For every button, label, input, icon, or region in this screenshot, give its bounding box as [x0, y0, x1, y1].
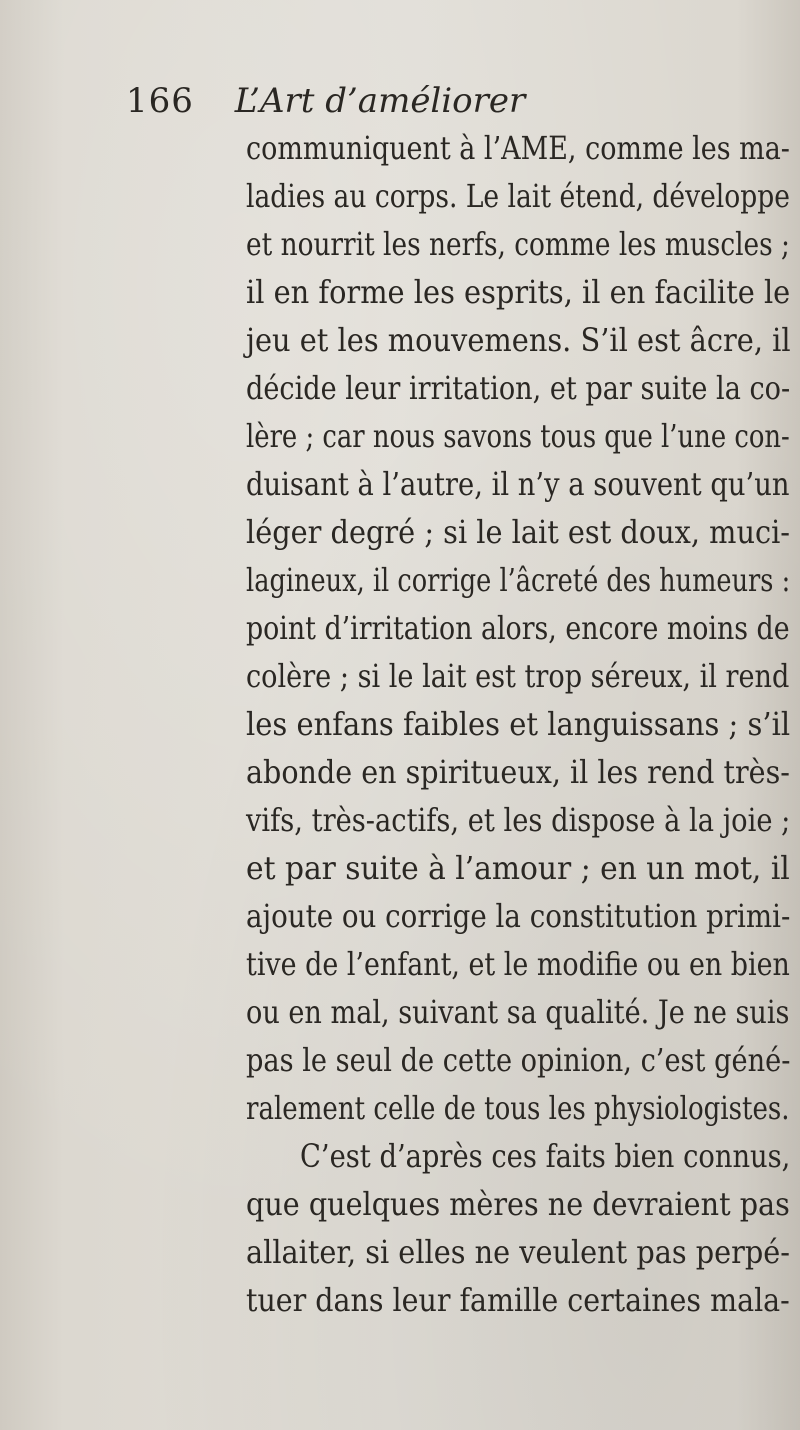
text-line: ajoute ou corrige la constitution primi-: [246, 897, 791, 935]
text-line: jeu et les mouvemens. S’il est âcre, il: [246, 321, 791, 359]
text-line: point d’irritation alors, encore moins de: [246, 609, 790, 647]
text-line: il en forme les esprits, il en facilite le: [246, 273, 791, 311]
text-line: vifs, très-actifs, et les dispose à la joie ;: [246, 801, 791, 839]
page-header: [126, 76, 686, 126]
text-line: duisant à l’autre, il n’y a souvent qu’un: [246, 465, 790, 503]
page-number: 166: [126, 81, 194, 121]
text-line: que quelques mères ne devraient pas: [246, 1185, 790, 1223]
text-line: ou en mal, suivant sa qualité. Je ne suis: [246, 993, 790, 1031]
text-line: et nourrit les nerfs, comme les muscles ;: [246, 225, 790, 263]
text-line: colère ; si le lait est trop séreux, il rend: [246, 657, 790, 695]
text-line: les enfans faibles et languissans ; s’il: [246, 705, 791, 743]
running-title: L’Art d’améliorer: [234, 81, 526, 121]
text-line: lagineux, il corrige l’âcreté des humeurs :: [246, 561, 791, 599]
text-line: tuer dans leur famille certaines mala-: [246, 1281, 790, 1319]
text-line: allaiter, si elles ne veulent pas perpé-: [246, 1233, 791, 1271]
text-line: pas le seul de cette opinion, c’est géné-: [246, 1041, 791, 1079]
text-line: ladies au corps. Le lait étend, développe: [246, 177, 790, 215]
text-line: décide leur irritation, et par suite la co-: [246, 369, 791, 407]
text-line: communiquent à l’AME, comme les ma-: [246, 129, 790, 167]
text-line: abonde en spiritueux, il les rend très-: [246, 753, 790, 791]
text-line: lère ; car nous savons tous que l’une con-: [246, 417, 790, 455]
text-line: et par suite à l’amour ; en un mot, il: [246, 849, 790, 887]
text-line: C’est d’après ces faits bien connus,: [300, 1137, 791, 1175]
text-line: tive de l’enfant, et le modifie ou en bien: [246, 945, 790, 983]
text-line: ralement celle de tous les physiologistes.: [246, 1089, 790, 1127]
text-line: léger degré ; si le lait est doux, muci-: [246, 513, 791, 551]
